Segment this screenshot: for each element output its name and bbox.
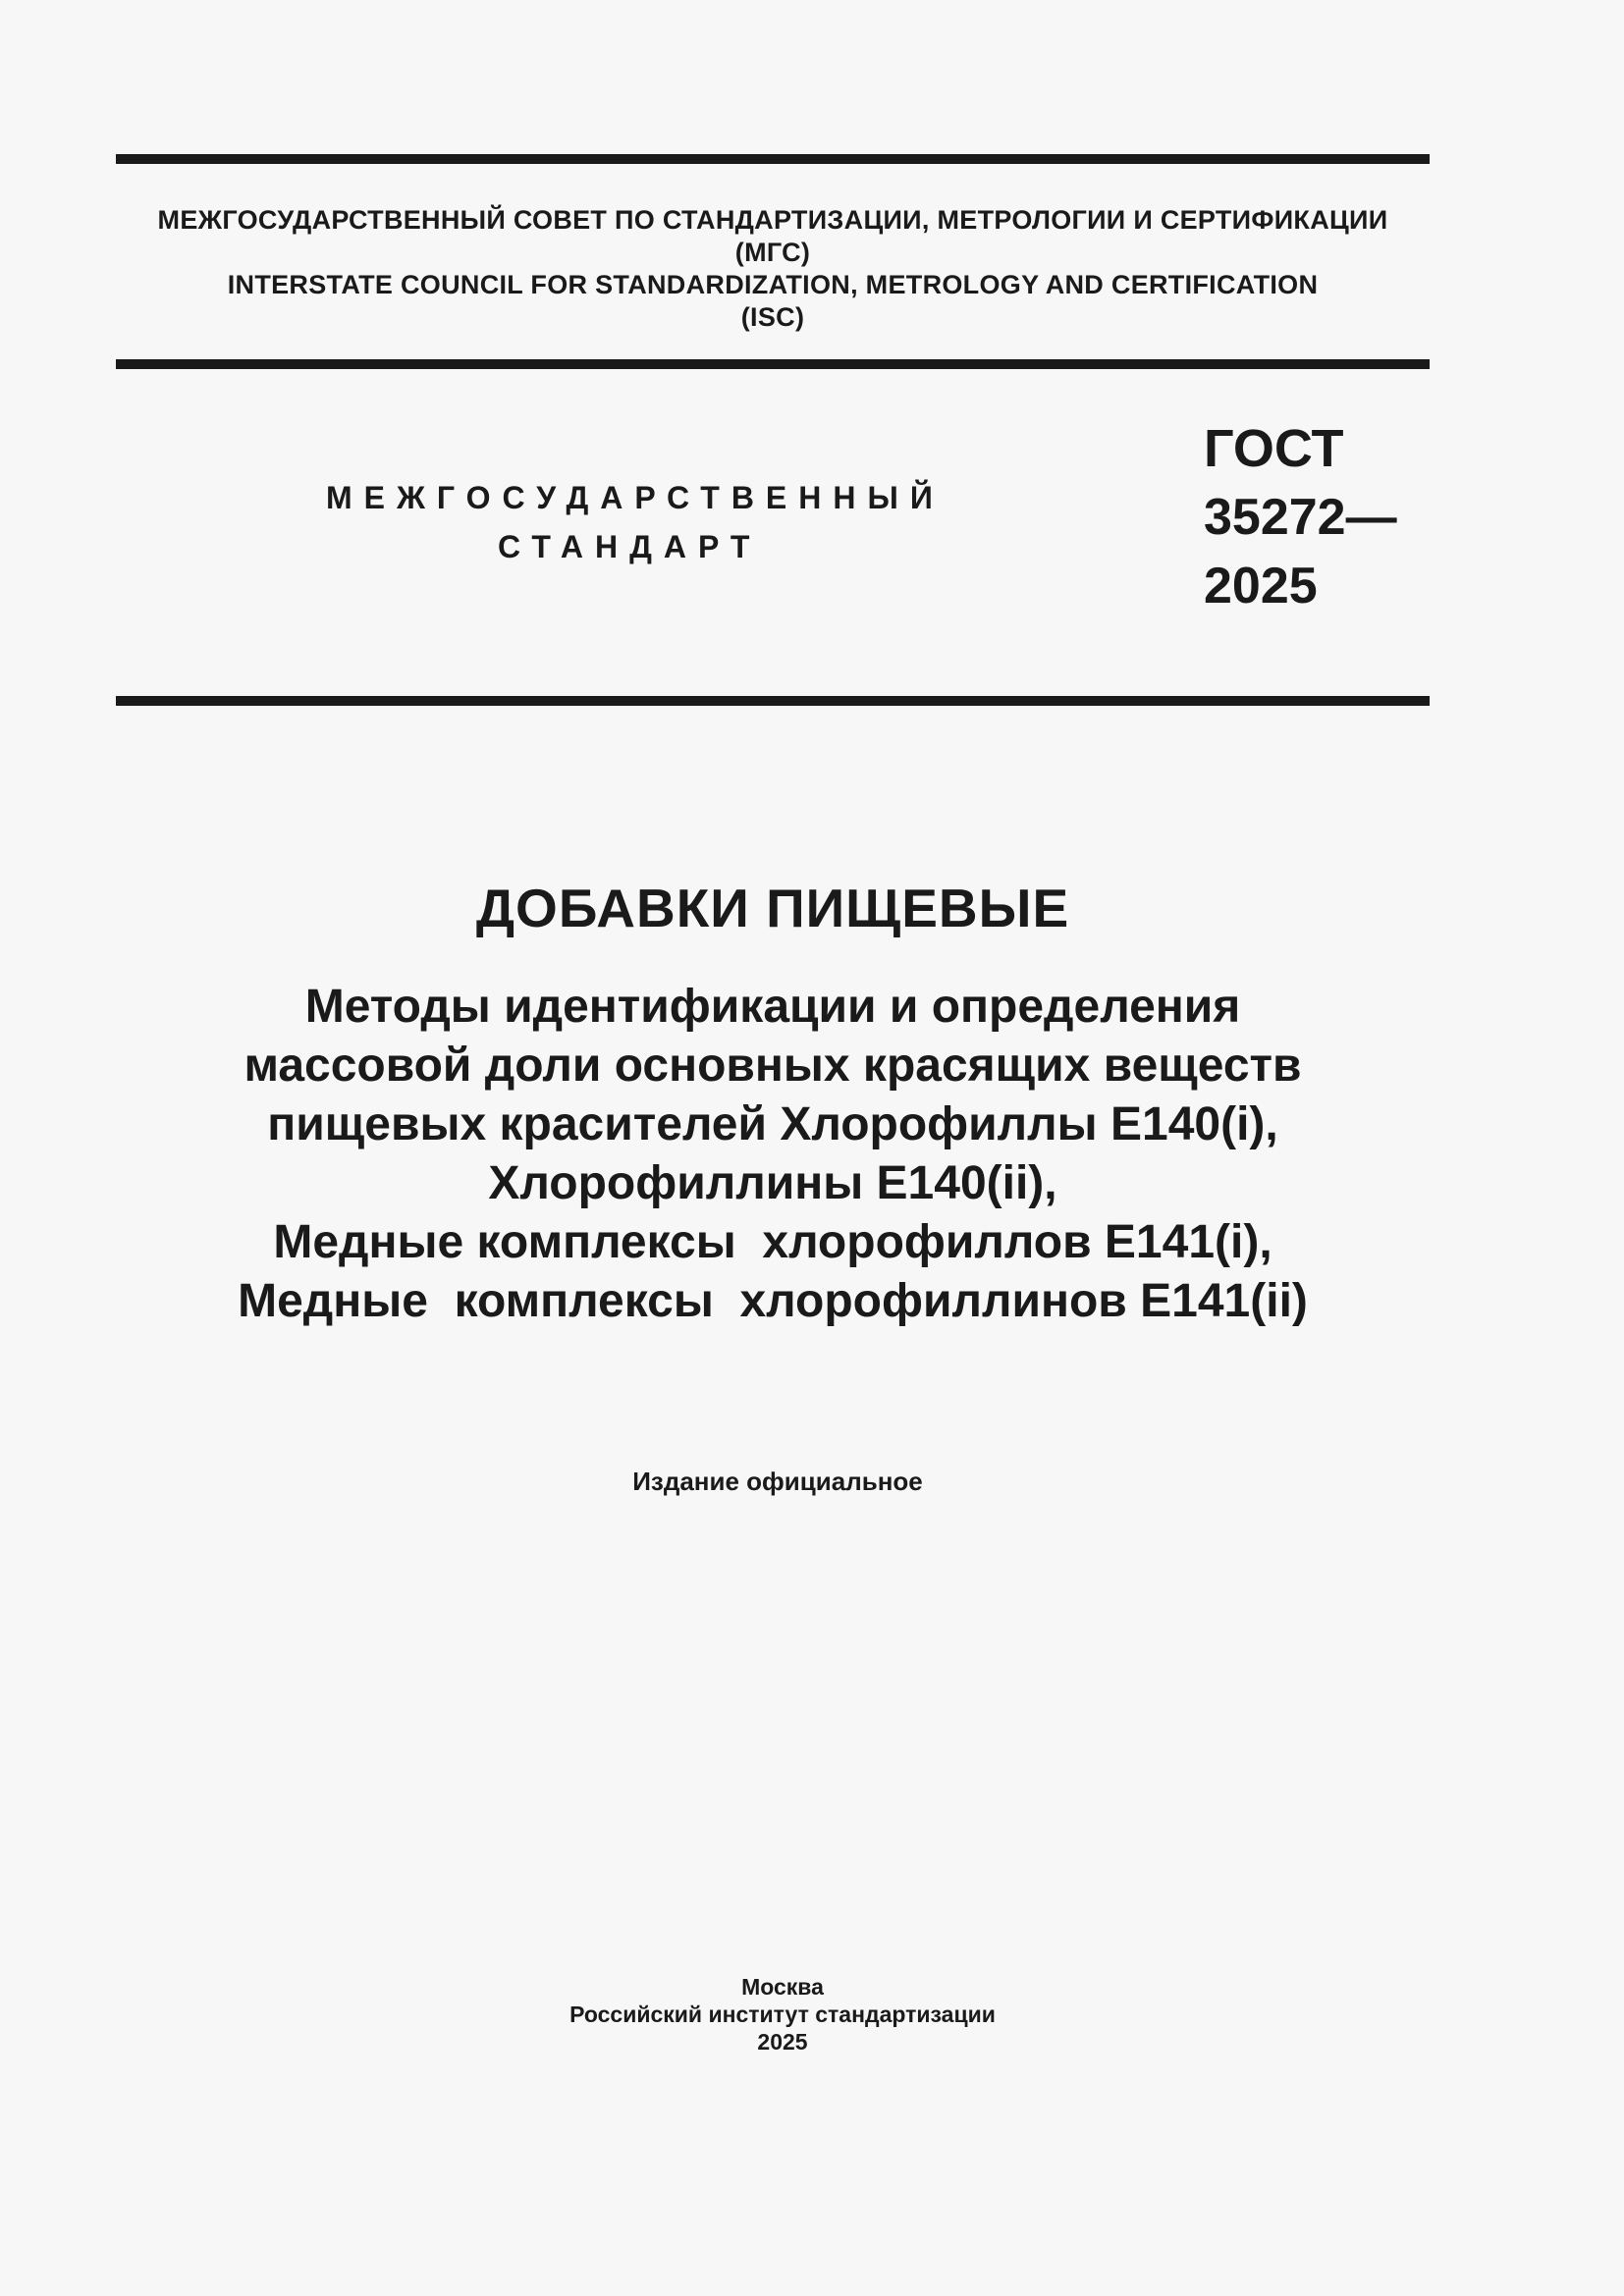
standard-type-line1: МЕЖГОСУДАРСТВЕННЫЙ bbox=[326, 480, 945, 515]
subtitle-line: массовой доли основных красящих веществ bbox=[244, 1040, 1302, 1092]
subtitle-line: Хлорофиллины Е140(ii), bbox=[488, 1157, 1057, 1209]
top-divider-rule bbox=[116, 154, 1430, 164]
council-header bbox=[116, 204, 1430, 334]
document-title: ДОБАВКИ ПИЩЕВЫЕ bbox=[475, 878, 1070, 938]
subtitle-line: Методы идентификации и определения bbox=[304, 981, 1241, 1033]
gost-prefix: ГОСТ bbox=[1204, 419, 1344, 478]
imprint-publisher: Российский институт стандартизации bbox=[569, 2002, 996, 2027]
council-name-ru: МЕЖГОСУДАРСТВЕННЫЙ СОВЕТ ПО СТАНДАРТИЗАЦИИ, МЕТРОЛОГИИ И СЕРТИФИКАЦИИ bbox=[157, 205, 1388, 235]
imprint-block bbox=[116, 1973, 1430, 2056]
header-divider-rule bbox=[116, 359, 1430, 369]
subtitle-line: Медные комплексы хлорофиллинов Е141(ii) bbox=[238, 1275, 1308, 1327]
imprint-city: Москва bbox=[741, 1974, 824, 2000]
council-abbr-en: (ISC) bbox=[740, 302, 805, 332]
standard-type-line2: СТАНДАРТ bbox=[498, 529, 762, 564]
section-divider-rule bbox=[116, 696, 1430, 706]
document-subtitle bbox=[116, 978, 1430, 1331]
gost-year: 2025 bbox=[1204, 558, 1318, 614]
subtitle-line: Медные комплексы хлорофиллов Е141(i), bbox=[273, 1216, 1272, 1268]
imprint-year: 2025 bbox=[757, 2029, 808, 2055]
council-abbr-ru: (МГС) bbox=[734, 238, 811, 267]
gost-number: 35272— bbox=[1204, 489, 1397, 546]
subtitle-line: пищевых красителей Хлорофиллы Е140(i), bbox=[267, 1098, 1278, 1150]
edition-note: Издание официальное bbox=[632, 1467, 923, 1496]
council-name-en: INTERSTATE COUNCIL FOR STANDARDIZATION, METROLOGY AND CERTIFICATION bbox=[227, 270, 1319, 299]
gost-designation bbox=[1204, 414, 1397, 620]
